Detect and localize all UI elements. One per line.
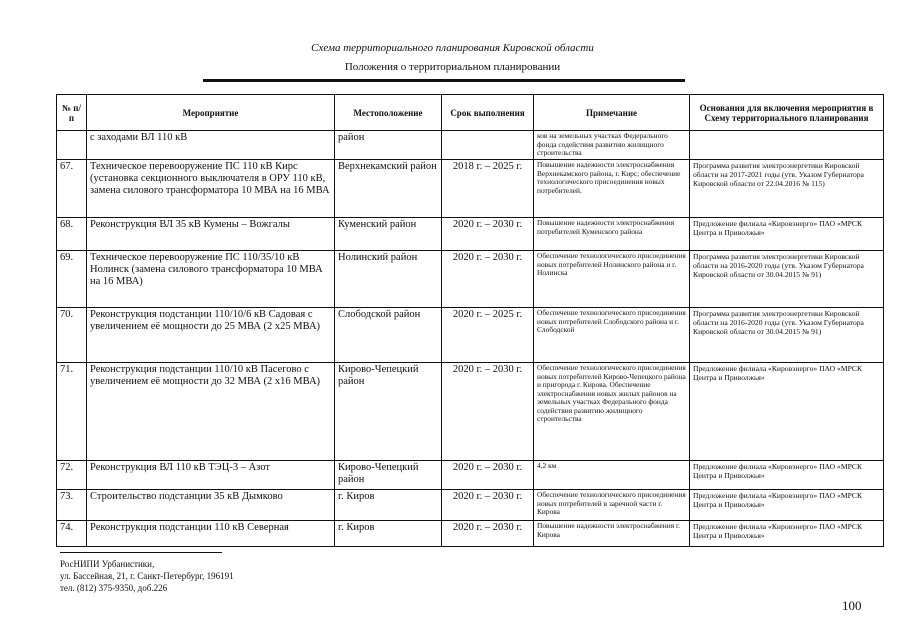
cell-basis: Программа развития электроэнергетики Кировской области на 2017-2021 годы (утв. Указом Губернатора Кировской области от 22.04.2016 № 115)	[690, 160, 884, 218]
cell-measure: Техническое перевооружение ПС 110/35/10 кВ Нолинск (замена силового трансформатора 10 МВА на 16 МВА)	[87, 251, 335, 308]
cell-measure: Техническое перевооружение ПС 110 кВ Кирс (установка секционного выключателя в ОРУ 110 кВ, замена силового трансформатора 10 МВА на 16 МВА	[87, 160, 335, 218]
document-subtitle: Положения о территориальном планировании	[344, 61, 561, 73]
cell-note: Обеспечение технологического присоединения новых потребителей в заречной части г. Кирова	[534, 490, 690, 521]
footer-phone: тел. (812) 375-9350, доб.226	[60, 583, 168, 593]
cell-num: 74.	[57, 521, 87, 547]
cell-num: 71.	[57, 363, 87, 461]
cell-location: г. Киров	[335, 490, 442, 521]
header-rule	[203, 79, 685, 82]
cell-basis: Программа развития электроэнергетики Кировской области на 2016-2020 годы (утв. Указом Губернатора Кировской области от 30.04.2015 № 91)	[690, 251, 884, 308]
cell-location: Куменский район	[335, 218, 442, 251]
cell-term: 2018 г. – 2025 г.	[442, 160, 534, 218]
col-header-note: Примечание	[534, 95, 690, 131]
table-row	[57, 363, 884, 461]
cell-note: ков на земельных участках Федерального фонда содействия развитию жилищного строительства	[534, 131, 690, 160]
cell-note: Обеспечение технологического присоединения новых потребителей Кирово-Чепецкого района и пригорода г. Кирова. Обеспечение электроснабжения новых жилых районов на земельных участках Федерального фонда содействия развитию жилищного строительства	[534, 363, 690, 461]
footer-address: ул. Бассейная, 21, г. Санкт-Петербург, 196191	[60, 571, 234, 581]
footer-org: РосНИПИ Урбанистики,	[60, 559, 155, 569]
cell-location: Кирово-Чепецкий район	[335, 461, 442, 490]
cell-basis: Предложение филиала «Кировэнерго» ПАО «МРСК Центра и Приволжья»	[690, 363, 884, 461]
cell-note: Обеспечение технологического присоединения новых потребителей Нолинского района и г. Нолинска	[534, 251, 690, 308]
col-header-basis: Основания для включения мероприятия в Схему территориального планирования	[690, 95, 884, 131]
table-row	[57, 251, 884, 308]
cell-note: Повышение надежности электроснабжения Верхнекамского района, г. Кирс; обеспечение технологического присоединения новых потребителей.	[534, 160, 690, 218]
table-row	[57, 461, 884, 490]
col-header-location: Местоположение	[335, 95, 442, 131]
cell-location: Нолинский район	[335, 251, 442, 308]
cell-num: 69.	[57, 251, 87, 308]
table-row	[57, 131, 884, 160]
table-row	[57, 490, 884, 521]
col-header-num: № п/п	[57, 95, 87, 131]
cell-location: район	[335, 131, 442, 160]
cell-measure: Реконструкция ВЛ 110 кВ ТЭЦ-3 – Азот	[87, 461, 335, 490]
cell-basis: Предложение филиала «Кировэнерго» ПАО «МРСК Центра и Приволжья»	[690, 490, 884, 521]
cell-location: г. Киров	[335, 521, 442, 547]
footer	[60, 558, 360, 594]
cell-note: Обеспечение технологического присоединения новых потребителей Слободского района и г. Слободской	[534, 308, 690, 363]
cell-term	[442, 131, 534, 160]
table-row	[57, 308, 884, 363]
cell-basis	[690, 131, 884, 160]
table-row	[57, 521, 884, 547]
cell-term: 2020 г. – 2030 г.	[442, 461, 534, 490]
cell-note: 4,2 км	[534, 461, 690, 490]
col-header-term: Срок выполнения	[442, 95, 534, 131]
cell-basis: Программа развития электроэнергетики Кировской области на 2016-2020 годы (утв. Указом Губернатора Кировской области от 30.04.2015 № 91)	[690, 308, 884, 363]
cell-num: 67.	[57, 160, 87, 218]
col-header-measure: Мероприятие	[87, 95, 335, 131]
cell-num: 68.	[57, 218, 87, 251]
cell-term: 2020 г. – 2030 г.	[442, 490, 534, 521]
page-number: 100	[842, 598, 862, 613]
cell-basis: Предложение филиала «Кировэнерго» ПАО «МРСК Центра и Приволжья»	[690, 461, 884, 490]
cell-basis: Предложение филиала «Кировэнерго» ПАО «МРСК Центра и Приволжья»	[690, 218, 884, 251]
cell-measure: Строительство подстанции 35 кВ Дымково	[87, 490, 335, 521]
cell-term: 2020 г. – 2030 г.	[442, 251, 534, 308]
cell-location: Кирово-Чепецкий район	[335, 363, 442, 461]
cell-basis: Предложение филиала «Кировэнерго» ПАО «МРСК Центра и Приволжья»	[690, 521, 884, 547]
cell-measure: Реконструкция подстанции 110/10 кВ Пасегово с увеличением её мощности до 32 МВА (2 х16 МВА)	[87, 363, 335, 461]
cell-term: 2020 г. – 2030 г.	[442, 363, 534, 461]
cell-term: 2020 г. – 2030 г.	[442, 218, 534, 251]
table-row	[57, 218, 884, 251]
table-row	[57, 160, 884, 218]
cell-location: Верхнекамский район	[335, 160, 442, 218]
cell-measure: Реконструкция ВЛ 35 кВ Кумены – Вожгалы	[87, 218, 335, 251]
document-title: Схема территориального планирования Кировской области	[311, 42, 594, 54]
cell-num: 70.	[57, 308, 87, 363]
cell-location: Слободской район	[335, 308, 442, 363]
measures-table	[56, 94, 884, 547]
cell-note: Повышение надежности электроснабжения потребителей Куменского района	[534, 218, 690, 251]
cell-measure: с заходами ВЛ 110 кВ	[87, 131, 335, 160]
table-header-row	[57, 95, 884, 131]
cell-num	[57, 131, 87, 160]
cell-measure: Реконструкция подстанции 110/10/6 кВ Садовая с увеличением её мощности до 25 МВА (2 х25 МВА)	[87, 308, 335, 363]
cell-term: 2020 г. – 2030 г.	[442, 521, 534, 547]
cell-term: 2020 г. – 2025 г.	[442, 308, 534, 363]
cell-num: 73.	[57, 490, 87, 521]
cell-num: 72.	[57, 461, 87, 490]
cell-measure: Реконструкция подстанции 110 кВ Северная	[87, 521, 335, 547]
cell-note: Повышение надежности электроснабжения г. Кирова	[534, 521, 690, 547]
footer-rule	[60, 552, 222, 553]
